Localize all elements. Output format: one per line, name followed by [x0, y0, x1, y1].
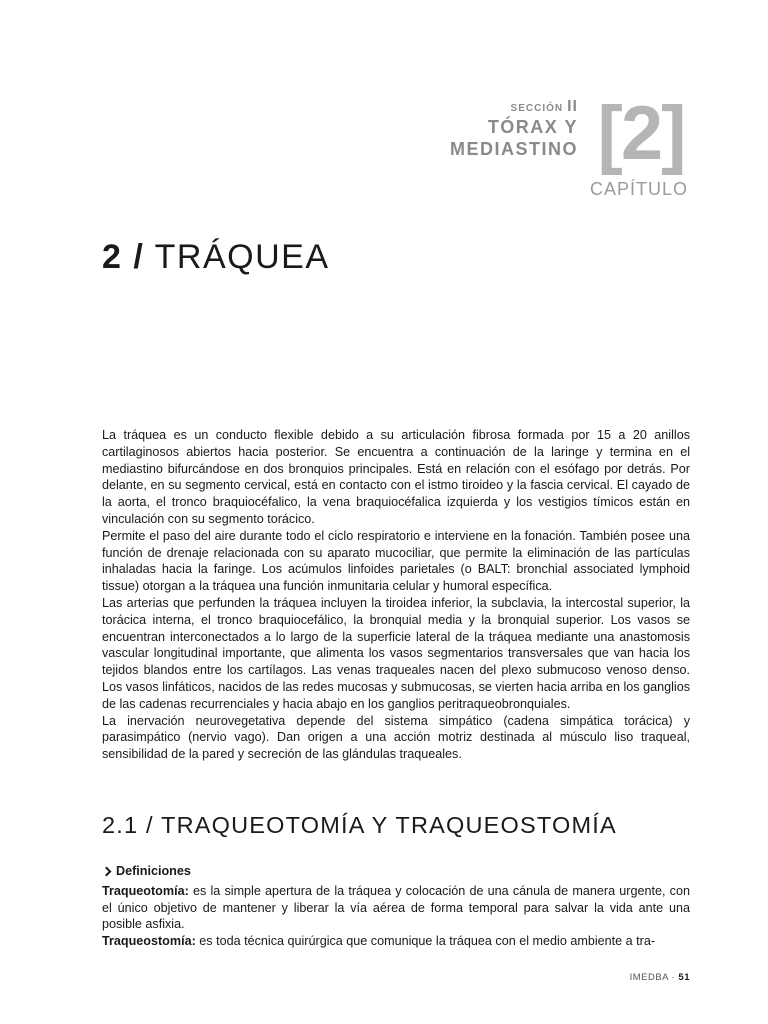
definition-text: es la simple apertura de la tráquea y colocación de una cánula de manera urgente, con el único objetivo de mantener y liberar la vía aérea de forma temporal para salvar la vida ante una posible asfixia.: [102, 883, 690, 932]
body-paragraph-1: La tráquea es un conducto flexible debido a su articulación fibrosa formada por 15 a 20 anillos cartilaginosos abiertos hacia posterior. Se encuentra a continuación de la laringe y termina en el mediastino bifurcándose en dos bronquios principales. Está en relación con el esófago por detrás. Por delante, en su segmento cervical, está en contacto con el istmo tiroideo y la fascia cervical. El cayado de la aorta, el tronco braquiocéfalico, la vena braquiocéfalica izquierda y los vestigios tímicos están en vinculación con su segmento torácico.: [102, 428, 690, 526]
definitions-block: [102, 863, 690, 950]
definitions-heading-text: Definiciones: [116, 864, 191, 878]
section-label-line: [450, 98, 578, 116]
section-number: II: [567, 98, 578, 115]
chapter-badge: [586, 92, 696, 200]
section-title-line1: TÓRAX Y: [487, 117, 578, 137]
chevron-right-icon: [102, 866, 112, 876]
definition-traqueotomia: [102, 883, 690, 933]
section-label: SECCIÓN: [510, 103, 564, 114]
body-paragraph-3: Las arterias que perfunden la tráquea incluyen la tiroidea inferior, la subclavia, la intercostal superior, la torácica interna, el tronco braquiocefálico, la bronquial media y la bronquial superior. Los vasos se encuentran interconectados a lo largo de la superficie lateral de la tráquea mediante una anastomosis vascular longitudinal importante, que alimenta los vasos segmentarios transversales que van hacia los tejidos blandos entre los cartílagos. Las venas traqueales nacen del plexo submucoso venoso denso. Los vasos linfáticos, nacidos de las redes mucosas y submucosas, se vierten hacia arriba en los ganglios de las cadenas recurrenciales y hacia abajo en los ganglios peritraqueobronquiales.: [102, 595, 691, 711]
definition-term: Traqueostomía:: [102, 934, 196, 949]
section-header: [450, 98, 578, 160]
page-footer: [630, 972, 690, 983]
chapter-badge-number: [2]: [597, 91, 685, 176]
footer-publisher: IMEDBA ·: [629, 972, 679, 983]
body-paragraph-2: Permite el paso del aire durante todo el ciclo respiratorio e interviene en la fonación. También posee una función de drenaje relacionada con su aparato mucociliar, que permite la eliminación de las partículas inhaladas hacia la faringe. Los acúmulos linfoides parietales (o BALT: bronchial associated lymphoid tissue) otorgan a la tráquea una función inmunitaria celular y humoral específica.: [102, 528, 690, 594]
chapter-title-text: TRÁQUEA: [154, 238, 330, 276]
definitions-heading: [102, 863, 690, 880]
definition-term: Traqueotomía:: [102, 883, 189, 898]
section-title-line2: MEDIASTINO: [449, 139, 578, 159]
chapter-badge-label: CAPÍTULO: [590, 179, 689, 199]
definition-traqueostomia: [102, 933, 690, 950]
chapter-title: [102, 238, 330, 277]
chapter-title-number: 2 /: [102, 238, 145, 276]
body-text: [102, 427, 690, 763]
page-number: 51: [678, 972, 690, 983]
definition-text: es toda técnica quirúrgica que comunique la tráquea con el medio ambiente a tra-: [195, 934, 656, 949]
subsection-title: 2.1 / TRAQUEOTOMÍA Y TRAQUEOSTOMÍA: [102, 812, 617, 838]
body-paragraph-4: La inervación neurovegetativa depende del sistema simpático (cadena simpática torácica) y parasimpático (nervio vago). Dan origen a una acción motriz destinada al músculo liso traqueal, sensibilidad de la pared y secreción de las glándulas traqueales.: [102, 713, 690, 762]
